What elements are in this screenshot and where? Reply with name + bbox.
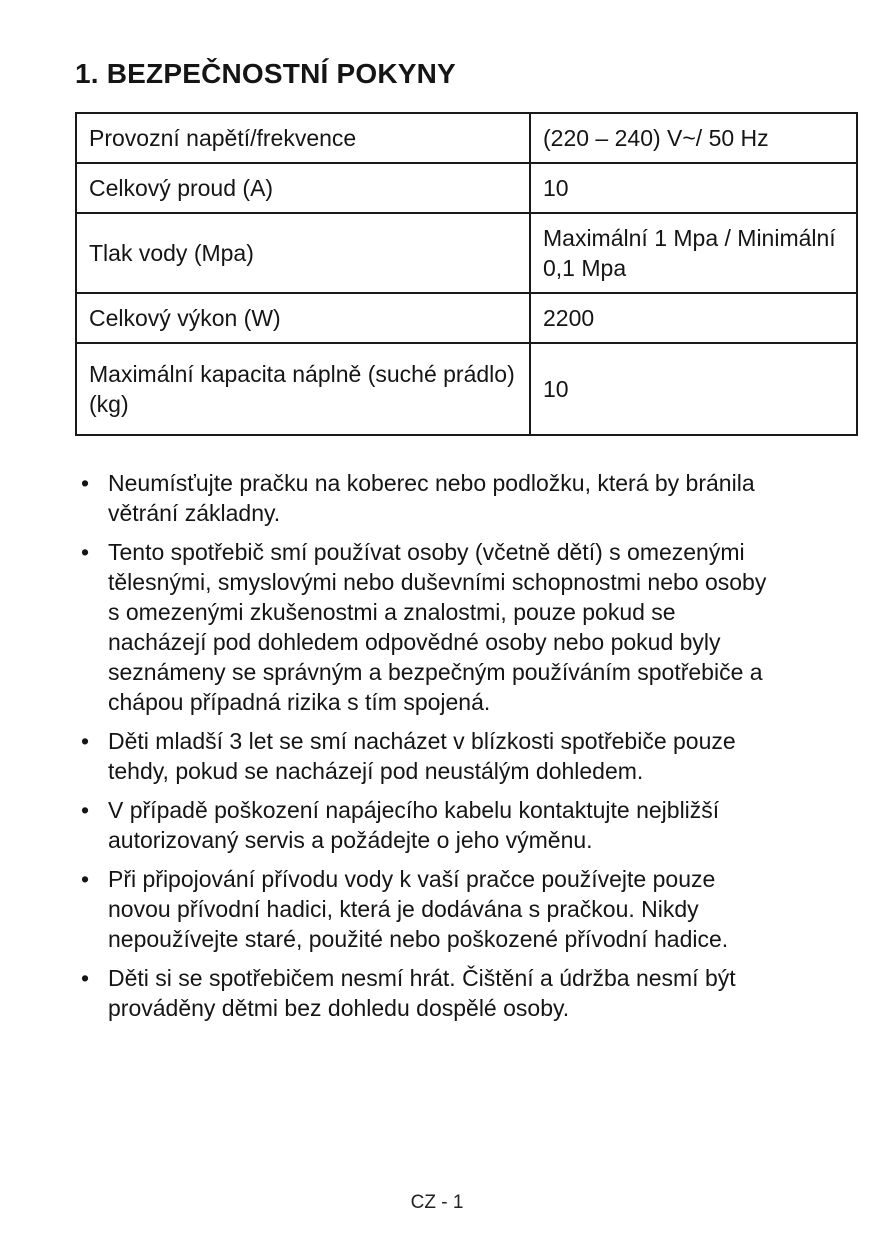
- table-row: [76, 213, 857, 293]
- table-row: [76, 163, 857, 213]
- spec-value: 2200: [530, 293, 857, 343]
- page-title: 1. BEZPEČNOSTNÍ POKYNY: [75, 58, 456, 89]
- table-row: [76, 343, 857, 435]
- specifications-table: [75, 112, 858, 436]
- spec-label: Maximální kapacita náplně (suché prádlo) (kg): [76, 343, 530, 435]
- bullet-item: • V případě poškození napájecího kabelu kontaktujte nejbližší autorizovaný servis a požádejte o jeho výměnu.: [75, 795, 775, 855]
- table-row: [76, 293, 857, 343]
- bullet-item: • Při připojování přívodu vody k vaší pračce používejte pouze novou přívodní hadici, která je dodávána s pračkou. Nikdy nepoužívejte staré, použité nebo poškozené přívodní hadice.: [75, 864, 775, 954]
- bullet-item: • Tento spotřebič smí používat osoby (včetně dětí) s omezenými tělesnými, smyslovými nebo duševními schopnostmi nebo osoby s omezenými zkušenostmi a znalostmi, pouze pokud se nacházejí pod dohledem odpovědné osoby nebo pokud byly seznámeny se správným a bezpečným používáním spotřebiče a chápou případná rizika s tím spojená.: [75, 537, 775, 717]
- page-number: CZ - 1: [410, 1192, 464, 1213]
- spec-label: Celkový proud (A): [76, 163, 530, 213]
- bullet-item: • Děti mladší 3 let se smí nacházet v blízkosti spotřebiče pouze tehdy, pokud se nacházejí pod neustálým dohledem.: [75, 726, 775, 786]
- table-row: [76, 113, 857, 163]
- bullet-item: • Děti si se spotřebičem nesmí hrát. Čištění a údržba nesmí být prováděny dětmi bez dohledu dospělé osoby.: [75, 963, 775, 1023]
- spec-label: Tlak vody (Mpa): [76, 213, 530, 293]
- spec-value: 10: [530, 343, 857, 435]
- spec-value: 10: [530, 163, 857, 213]
- safety-bullet-list: [75, 468, 775, 1023]
- spec-value: Maximální 1 Mpa / Minimální 0,1 Mpa: [530, 213, 857, 293]
- bullet-item: • Neumísťujte pračku na koberec nebo podložku, která by bránila větrání základny.: [75, 468, 775, 528]
- spec-value: (220 – 240) V~/ 50 Hz: [530, 113, 857, 163]
- spec-label: Celkový výkon (W): [76, 293, 530, 343]
- spec-label: Provozní napětí/frekvence: [76, 113, 530, 163]
